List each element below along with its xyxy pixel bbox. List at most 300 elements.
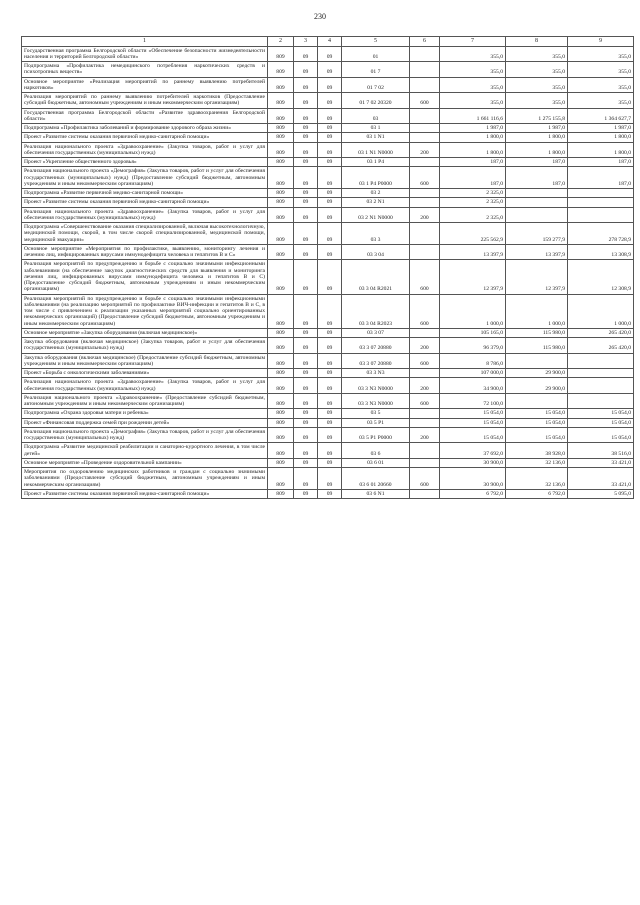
amount-year-3: 265 420,0 xyxy=(568,338,634,354)
target-article-code: 03 3 N3 N0000 xyxy=(342,378,410,394)
section-code: 09 xyxy=(294,378,318,394)
row-description: Реализация национального проекта «Демография» (Закупка товаров, работ и услуг для обеспечения государственных (муниципальных) нужд) (Предоставление субсидий бюджетным, автономным учреждениям и иным некоммерческим организациям) xyxy=(22,167,268,189)
column-header: 5 xyxy=(342,37,410,47)
table-row xyxy=(22,294,634,328)
column-header: 6 xyxy=(410,37,440,47)
target-article-code: 03 3 04 xyxy=(342,244,410,260)
amount-year-3: 355,0 xyxy=(568,46,634,62)
ministry-code: 809 xyxy=(268,393,294,409)
subsection-code: 09 xyxy=(318,468,342,490)
row-description: Проект «Борьба с онкологическими заболеваниями» xyxy=(22,369,268,378)
ministry-code: 809 xyxy=(268,46,294,62)
section-code: 09 xyxy=(294,260,318,294)
amount-year-3 xyxy=(568,189,634,198)
section-code: 09 xyxy=(294,338,318,354)
subsection-code: 09 xyxy=(318,244,342,260)
section-code: 09 xyxy=(294,133,318,142)
subsection-code: 09 xyxy=(318,198,342,207)
table-row xyxy=(22,328,634,337)
row-description: Основное мероприятие «Проведение оздоровительной кампании» xyxy=(22,458,268,467)
expense-type-code xyxy=(410,133,440,142)
subsection-code: 09 xyxy=(318,158,342,167)
amount-year-2: 355,0 xyxy=(506,46,568,62)
section-code: 09 xyxy=(294,108,318,124)
row-description: Подпрограмма «Профилактика заболеваний и формирование здорового образа жизни» xyxy=(22,124,268,133)
ministry-code: 809 xyxy=(268,468,294,490)
expense-type-code: 200 xyxy=(410,207,440,223)
subsection-code: 09 xyxy=(318,124,342,133)
section-code: 09 xyxy=(294,294,318,328)
ministry-code: 809 xyxy=(268,294,294,328)
column-header: 1 xyxy=(22,37,268,47)
subsection-code: 09 xyxy=(318,294,342,328)
amount-year-1: 355,0 xyxy=(440,77,506,93)
section-code: 09 xyxy=(294,427,318,443)
ministry-code: 809 xyxy=(268,133,294,142)
amount-year-2: 115 980,0 xyxy=(506,328,568,337)
amount-year-1: 187,0 xyxy=(440,167,506,189)
amount-year-3: 12 308,9 xyxy=(568,260,634,294)
amount-year-2 xyxy=(506,393,568,409)
amount-year-2: 12 397,9 xyxy=(506,260,568,294)
expense-type-code: 600 xyxy=(410,167,440,189)
amount-year-3: 187,0 xyxy=(568,167,634,189)
subsection-code: 09 xyxy=(318,443,342,459)
amount-year-3: 15 054,0 xyxy=(568,418,634,427)
target-article-code: 03 6 01 xyxy=(342,458,410,467)
expense-type-code: 200 xyxy=(410,142,440,158)
ministry-code: 809 xyxy=(268,443,294,459)
amount-year-2: 1 800,0 xyxy=(506,133,568,142)
amount-year-2: 38 928,0 xyxy=(506,443,568,459)
expense-type-code xyxy=(410,244,440,260)
section-code: 09 xyxy=(294,124,318,133)
amount-year-3: 38 516,0 xyxy=(568,443,634,459)
ministry-code: 809 xyxy=(268,223,294,245)
amount-year-3: 33 421,0 xyxy=(568,468,634,490)
table-row xyxy=(22,443,634,459)
amount-year-2: 15 054,0 xyxy=(506,409,568,418)
table-row xyxy=(22,62,634,78)
table-row xyxy=(22,93,634,109)
target-article-code: 01 7 02 xyxy=(342,77,410,93)
subsection-code: 09 xyxy=(318,167,342,189)
section-code: 09 xyxy=(294,93,318,109)
expense-type-code xyxy=(410,223,440,245)
row-description: Закупка оборудования (включая медицинское) (Закупка товаров, работ и услуг для обеспечения государственных (муниципальных) нужд) xyxy=(22,338,268,354)
table-row xyxy=(22,458,634,467)
table-row xyxy=(22,223,634,245)
section-code: 09 xyxy=(294,328,318,337)
target-article-code: 03 3 xyxy=(342,223,410,245)
table-row xyxy=(22,427,634,443)
section-code: 09 xyxy=(294,167,318,189)
table-row xyxy=(22,124,634,133)
table-row xyxy=(22,167,634,189)
amount-year-1: 1 800,0 xyxy=(440,142,506,158)
row-description: Государственная программа Белгородской области «Обеспечение безопасности жизнедеятельности населения и территорий Белгородской области» xyxy=(22,46,268,62)
amount-year-3 xyxy=(568,378,634,394)
section-code: 09 xyxy=(294,409,318,418)
amount-year-1: 30 900,0 xyxy=(440,468,506,490)
table-row xyxy=(22,108,634,124)
ministry-code: 809 xyxy=(268,489,294,498)
amount-year-2 xyxy=(506,207,568,223)
subsection-code: 09 xyxy=(318,338,342,354)
amount-year-3: 355,0 xyxy=(568,62,634,78)
row-description: Основное мероприятие «Реализация мероприятий по раннему выявлению потребителей наркотиков» xyxy=(22,77,268,93)
amount-year-3: 15 054,0 xyxy=(568,427,634,443)
table-row xyxy=(22,198,634,207)
subsection-code: 09 xyxy=(318,369,342,378)
amount-year-2 xyxy=(506,353,568,369)
section-code: 09 xyxy=(294,223,318,245)
table-row xyxy=(22,244,634,260)
expense-type-code xyxy=(410,489,440,498)
row-description: Реализация мероприятий по предупреждению и борьбе с социально значимыми инфекционными заболеваниями (на обеспечение закупок диагностических средств для выявления и мониторинга лечения лиц, инфицированных вирусами иммунодефицита человека и гепатитов B и C) (Предоставление субсидий бюджетным, автономным учреждениям и иным некоммерческим организациям) xyxy=(22,260,268,294)
section-code: 09 xyxy=(294,244,318,260)
target-article-code: 01 7 02 20320 xyxy=(342,93,410,109)
target-article-code: 03 1 xyxy=(342,124,410,133)
amount-year-3: 1 800,0 xyxy=(568,133,634,142)
table-row xyxy=(22,369,634,378)
table-row xyxy=(22,418,634,427)
ministry-code: 809 xyxy=(268,108,294,124)
subsection-code: 09 xyxy=(318,458,342,467)
target-article-code: 03 3 07 xyxy=(342,328,410,337)
subsection-code: 09 xyxy=(318,260,342,294)
target-article-code: 03 5 xyxy=(342,409,410,418)
expense-type-code xyxy=(410,124,440,133)
ministry-code: 809 xyxy=(268,77,294,93)
amount-year-2: 355,0 xyxy=(506,93,568,109)
amount-year-1: 187,0 xyxy=(440,158,506,167)
target-article-code: 03 3 04 R2021 xyxy=(342,260,410,294)
subsection-code: 09 xyxy=(318,353,342,369)
page-number: 230 xyxy=(314,12,326,21)
subsection-code: 09 xyxy=(318,77,342,93)
row-description: Реализация национального проекта «Здравоохранение» (Закупка товаров, работ и услуг для обеспечения государственных (муниципальных) нужд) xyxy=(22,378,268,394)
amount-year-2: 1 275 155,8 xyxy=(506,108,568,124)
table-row xyxy=(22,142,634,158)
ministry-code: 809 xyxy=(268,427,294,443)
subsection-code: 09 xyxy=(318,409,342,418)
subsection-code: 09 xyxy=(318,427,342,443)
subsection-code: 09 xyxy=(318,189,342,198)
table-row xyxy=(22,378,634,394)
amount-year-2: 13 397,9 xyxy=(506,244,568,260)
amount-year-1: 12 397,9 xyxy=(440,260,506,294)
target-article-code: 03 3 07 20880 xyxy=(342,353,410,369)
subsection-code: 09 xyxy=(318,378,342,394)
amount-year-1: 355,0 xyxy=(440,46,506,62)
amount-year-3 xyxy=(568,369,634,378)
amount-year-3: 5 095,0 xyxy=(568,489,634,498)
row-description: Реализация мероприятий по предупреждению и борьбе с социально значимыми инфекционными заболеваниями (на реализацию мероприятий по профилактике ВИЧ-инфекции и гепатитов B и C, в том числе с привлечением к реализации указанных мероприятий социально ориентированных некоммерческих организаций) (Предоставление субсидий бюджетным, автономным учреждениям и иным некоммерческим организациям) xyxy=(22,294,268,328)
amount-year-1: 34 900,0 xyxy=(440,378,506,394)
target-article-code: 03 3 N3 N0000 xyxy=(342,393,410,409)
table-row xyxy=(22,338,634,354)
row-description: Мероприятия по оздоровлению медицинских работников и граждан с социально значимыми заболеваниями (Предоставление субсидий бюджетным, автономным учреждениям и иным некоммерческим организациям) xyxy=(22,468,268,490)
expense-type-code: 200 xyxy=(410,427,440,443)
amount-year-1: 107 000,0 xyxy=(440,369,506,378)
subsection-code: 09 xyxy=(318,207,342,223)
section-code: 09 xyxy=(294,62,318,78)
section-code: 09 xyxy=(294,77,318,93)
target-article-code: 03 6 01 20660 xyxy=(342,468,410,490)
target-article-code: 01 7 xyxy=(342,62,410,78)
amount-year-1: 355,0 xyxy=(440,93,506,109)
target-article-code: 03 2 N1 xyxy=(342,198,410,207)
row-description: Основное мероприятие «Закупка оборудования (включая медицинское)» xyxy=(22,328,268,337)
ministry-code: 809 xyxy=(268,142,294,158)
row-description: Проект «Укрепление общественного здоровья» xyxy=(22,158,268,167)
row-description: Подпрограмма «Развитие первичной медико-санитарной помощи» xyxy=(22,189,268,198)
target-article-code: 03 1 P4 xyxy=(342,158,410,167)
expense-type-code: 600 xyxy=(410,468,440,490)
amount-year-2: 29 900,0 xyxy=(506,369,568,378)
amount-year-3: 13 308,9 xyxy=(568,244,634,260)
target-article-code: 03 3 04 R2023 xyxy=(342,294,410,328)
column-header: 2 xyxy=(268,37,294,47)
row-description: Государственная программа Белгородской области «Развитие здравоохранения Белгородской области» xyxy=(22,108,268,124)
amount-year-1: 6 792,0 xyxy=(440,489,506,498)
amount-year-1: 15 054,0 xyxy=(440,409,506,418)
amount-year-2: 1 000,0 xyxy=(506,294,568,328)
expense-type-code: 600 xyxy=(410,93,440,109)
amount-year-3: 278 728,9 xyxy=(568,223,634,245)
expense-type-code xyxy=(410,409,440,418)
amount-year-2: 187,0 xyxy=(506,158,568,167)
row-description: Реализация национального проекта «Здравоохранение» (Закупка товаров, работ и услуг для обеспечения государственных (муниципальных) нужд) xyxy=(22,142,268,158)
table-row xyxy=(22,158,634,167)
row-description: Проект «Развитие системы оказания первичной медико-санитарной помощи» xyxy=(22,198,268,207)
row-description: Реализация национального проекта «Демография» (Закупка товаров, работ и услуг для обеспечения государственных (муниципальных) нужд) xyxy=(22,427,268,443)
target-article-code: 03 6 xyxy=(342,443,410,459)
subsection-code: 09 xyxy=(318,62,342,78)
column-header: 9 xyxy=(568,37,634,47)
row-description: Проект «Развитие системы оказания первичной медико-санитарной помощи» xyxy=(22,133,268,142)
expense-type-code xyxy=(410,369,440,378)
amount-year-3: 187,0 xyxy=(568,158,634,167)
column-header: 8 xyxy=(506,37,568,47)
ministry-code: 809 xyxy=(268,409,294,418)
amount-year-2: 15 054,0 xyxy=(506,418,568,427)
ministry-code: 809 xyxy=(268,189,294,198)
ministry-code: 809 xyxy=(268,418,294,427)
ministry-code: 809 xyxy=(268,158,294,167)
expense-type-code: 200 xyxy=(410,338,440,354)
expense-type-code xyxy=(410,189,440,198)
section-code: 09 xyxy=(294,142,318,158)
budget-table xyxy=(21,36,634,499)
expense-type-code: 600 xyxy=(410,294,440,328)
target-article-code: 03 xyxy=(342,108,410,124)
ministry-code: 809 xyxy=(268,167,294,189)
column-header: 3 xyxy=(294,37,318,47)
expense-type-code xyxy=(410,77,440,93)
amount-year-2: 6 792,0 xyxy=(506,489,568,498)
amount-year-3: 1 800,0 xyxy=(568,142,634,158)
expense-type-code: 600 xyxy=(410,260,440,294)
section-code: 09 xyxy=(294,418,318,427)
amount-year-3: 265 420,0 xyxy=(568,328,634,337)
table-row xyxy=(22,46,634,62)
amount-year-1: 15 054,0 xyxy=(440,418,506,427)
subsection-code: 09 xyxy=(318,133,342,142)
target-article-code: 03 2 N1 N0000 xyxy=(342,207,410,223)
table-row xyxy=(22,207,634,223)
column-header: 4 xyxy=(318,37,342,47)
row-description: Проект «Финансовая поддержка семей при рождении детей» xyxy=(22,418,268,427)
table-body xyxy=(22,46,634,499)
row-description: Подпрограмма «Развитие медицинской реабилитации и санаторно-курортного лечения, в том числе детей» xyxy=(22,443,268,459)
amount-year-2: 15 054,0 xyxy=(506,427,568,443)
section-code: 09 xyxy=(294,443,318,459)
amount-year-2: 187,0 xyxy=(506,167,568,189)
amount-year-2: 32 136,0 xyxy=(506,458,568,467)
ministry-code: 809 xyxy=(268,198,294,207)
amount-year-2: 115 980,0 xyxy=(506,338,568,354)
subsection-code: 09 xyxy=(318,93,342,109)
expense-type-code: 600 xyxy=(410,393,440,409)
section-code: 09 xyxy=(294,198,318,207)
subsection-code: 09 xyxy=(318,418,342,427)
table-row xyxy=(22,189,634,198)
subsection-code: 09 xyxy=(318,46,342,62)
ministry-code: 809 xyxy=(268,353,294,369)
row-description: Подпрограмма «Профилактика немедицинского потребления наркотических средств и психотропных веществ» xyxy=(22,62,268,78)
section-code: 09 xyxy=(294,489,318,498)
amount-year-1: 1 987,0 xyxy=(440,124,506,133)
section-code: 09 xyxy=(294,369,318,378)
expense-type-code xyxy=(410,46,440,62)
table-row xyxy=(22,260,634,294)
amount-year-1: 1 000,0 xyxy=(440,294,506,328)
target-article-code: 01 xyxy=(342,46,410,62)
amount-year-1: 2 325,0 xyxy=(440,189,506,198)
table-row xyxy=(22,489,634,498)
target-article-code: 03 1 P4 P0000 xyxy=(342,167,410,189)
amount-year-3 xyxy=(568,393,634,409)
ministry-code: 809 xyxy=(268,458,294,467)
amount-year-3 xyxy=(568,353,634,369)
ministry-code: 809 xyxy=(268,260,294,294)
row-description: Проект «Развитие системы оказания первичной медико-санитарной помощи» xyxy=(22,489,268,498)
expense-type-code xyxy=(410,198,440,207)
row-description: Реализация национального проекта «Здравоохранение» (Закупка товаров, работ и услуг для обеспечения государственных (муниципальных) нужд) xyxy=(22,207,268,223)
table-row xyxy=(22,353,634,369)
amount-year-3: 15 054,0 xyxy=(568,409,634,418)
amount-year-1: 2 325,0 xyxy=(440,198,506,207)
section-code: 09 xyxy=(294,189,318,198)
ministry-code: 809 xyxy=(268,369,294,378)
ministry-code: 809 xyxy=(268,93,294,109)
column-header: 7 xyxy=(440,37,506,47)
row-description: Закупка оборудования (включая медицинское) (Предоставление субсидий бюджетным, автономным учреждениям и иным некоммерческим организациям) xyxy=(22,353,268,369)
amount-year-1: 72 100,0 xyxy=(440,393,506,409)
amount-year-3 xyxy=(568,207,634,223)
target-article-code: 03 1 N1 xyxy=(342,133,410,142)
section-code: 09 xyxy=(294,207,318,223)
amount-year-1: 15 054,0 xyxy=(440,427,506,443)
ministry-code: 809 xyxy=(268,62,294,78)
amount-year-2: 355,0 xyxy=(506,62,568,78)
amount-year-1: 2 325,0 xyxy=(440,207,506,223)
expense-type-code xyxy=(410,328,440,337)
ministry-code: 809 xyxy=(268,328,294,337)
amount-year-2 xyxy=(506,198,568,207)
amount-year-2: 355,0 xyxy=(506,77,568,93)
section-code: 09 xyxy=(294,158,318,167)
target-article-code: 03 5 P1 xyxy=(342,418,410,427)
ministry-code: 809 xyxy=(268,378,294,394)
expense-type-code xyxy=(410,158,440,167)
table-row xyxy=(22,468,634,490)
subsection-code: 09 xyxy=(318,393,342,409)
subsection-code: 09 xyxy=(318,489,342,498)
section-code: 09 xyxy=(294,353,318,369)
amount-year-1: 30 900,0 xyxy=(440,458,506,467)
expense-type-code xyxy=(410,458,440,467)
amount-year-3: 1 000,0 xyxy=(568,294,634,328)
amount-year-3: 1 364 627,7 xyxy=(568,108,634,124)
section-code: 09 xyxy=(294,468,318,490)
target-article-code: 03 5 P1 P0000 xyxy=(342,427,410,443)
amount-year-3 xyxy=(568,198,634,207)
expense-type-code: 600 xyxy=(410,353,440,369)
target-article-code: 03 2 xyxy=(342,189,410,198)
row-description: Основное мероприятие «Мероприятия по профилактике, выявлению, мониторингу лечения и лечению лиц, инфицированных вирусами иммунодефицита человека и гепатитов B и C» xyxy=(22,244,268,260)
amount-year-1: 1 661 116,6 xyxy=(440,108,506,124)
target-article-code: 03 3 07 20880 xyxy=(342,338,410,354)
target-article-code: 03 3 N3 xyxy=(342,369,410,378)
section-code: 09 xyxy=(294,46,318,62)
expense-type-code xyxy=(410,108,440,124)
amount-year-1: 8 786,0 xyxy=(440,353,506,369)
subsection-code: 09 xyxy=(318,328,342,337)
target-article-code: 03 6 N1 xyxy=(342,489,410,498)
amount-year-1: 225 562,9 xyxy=(440,223,506,245)
expense-type-code xyxy=(410,443,440,459)
expense-type-code: 200 xyxy=(410,378,440,394)
table-row xyxy=(22,133,634,142)
subsection-code: 09 xyxy=(318,108,342,124)
amount-year-3: 33 421,0 xyxy=(568,458,634,467)
amount-year-2 xyxy=(506,189,568,198)
amount-year-1: 96 379,0 xyxy=(440,338,506,354)
amount-year-2: 159 277,9 xyxy=(506,223,568,245)
amount-year-3: 1 987,0 xyxy=(568,124,634,133)
amount-year-1: 1 800,0 xyxy=(440,133,506,142)
ministry-code: 809 xyxy=(268,207,294,223)
amount-year-3: 355,0 xyxy=(568,77,634,93)
amount-year-3: 355,0 xyxy=(568,93,634,109)
table-header-row xyxy=(22,37,634,47)
subsection-code: 09 xyxy=(318,223,342,245)
row-description: Подпрограмма «Охрана здоровья матери и ребенка» xyxy=(22,409,268,418)
amount-year-1: 37 692,0 xyxy=(440,443,506,459)
table-row xyxy=(22,409,634,418)
table-row xyxy=(22,77,634,93)
table-row xyxy=(22,393,634,409)
amount-year-2: 32 136,0 xyxy=(506,468,568,490)
ministry-code: 809 xyxy=(268,124,294,133)
target-article-code: 03 1 N1 N0000 xyxy=(342,142,410,158)
row-description: Реализация мероприятий по раннему выявлению потребителей наркотиков (Предоставление субсидий бюджетным, автономным учреждениям и иным некоммерческим организациям) xyxy=(22,93,268,109)
amount-year-2: 1 987,0 xyxy=(506,124,568,133)
row-description: Подпрограмма «Совершенствование оказания специализированной, включая высокотехнологичную, медицинской помощи, скорой, в том числе скорой специализированной, медицинской помощи, медицинской эвакуации» xyxy=(22,223,268,245)
